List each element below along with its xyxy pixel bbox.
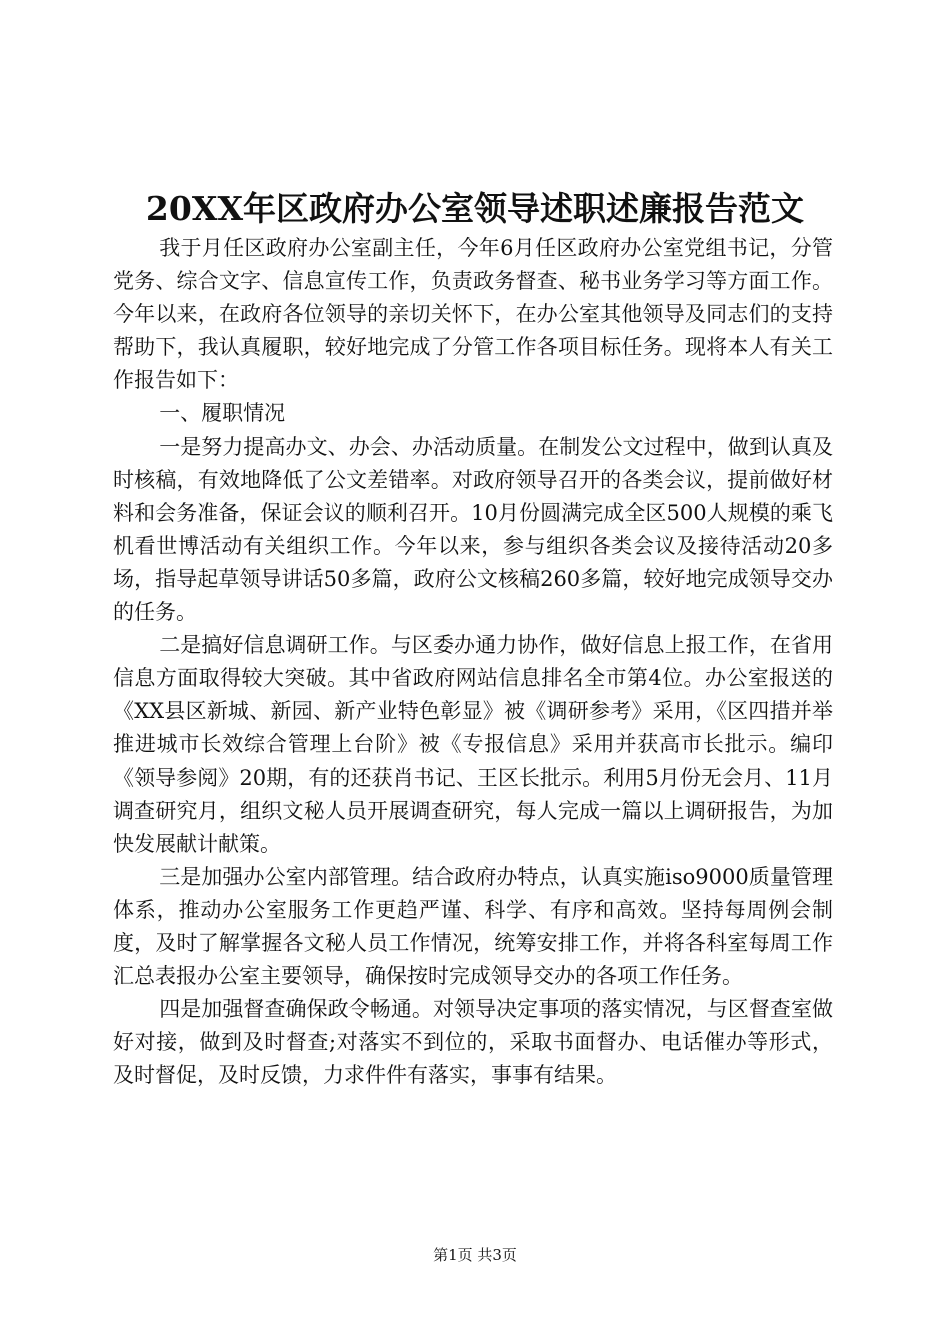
page-footer: 第1页 共3页: [433, 1246, 517, 1264]
document-body: [113, 232, 833, 1092]
paragraph-intro: 我于月任区政府办公室副主任，今年6月任区政府办公室党组书记，分管党务、综合文字、信息宣传工作，负责政务督查、秘书业务学习等方面工作。今年以来，在政府各位领导的亲切关怀下，在办公室其他领导及同志们的支持帮助下，我认真履职，较好地完成了分管工作各项目标任务。现将本人有关工作报告如下：: [113, 236, 833, 393]
paragraph-item-1: 一是努力提高办文、办会、办活动质量。在制发公文过程中，做到认真及时核稿，有效地降低了公文差错率。对政府领导召开的各类会议，提前做好材料和会务准备，保证会议的顺利召开。10月份圆满完成全区500人规模的乘飞机看世博活动有关组织工作。今年以来，参与组织各类会议及接待活动20多场，指导起草领导讲话50多篇，政府公文核稿260多篇，较好地完成领导交办的任务。: [113, 434, 833, 625]
paragraph-item-3: 三是加强办公室内部管理。结合政府办特点，认真实施iso9000质量管理体系，推动办公室服务工作更趋严谨、科学、有序和高效。坚持每周例会制度，及时了解掌握各文秘人员工作情况，统筹安排工作，并将各科室每周工作汇总表报办公室主要领导，确保按时完成领导交办的各项工作任务。: [113, 864, 833, 989]
document-title: 20XX年区政府办公室领导述职述廉报告范文: [145, 189, 805, 228]
paragraph-item-4: 四是加强督查确保政令畅通。对领导决定事项的落实情况，与区督查室做好对接，做到及时督查;对落实不到位的，采取书面督办、电话催办等形式，及时督促，及时反馈，力求件件有落实，事事有结果。: [113, 997, 833, 1088]
section-heading: 一、履职情况: [159, 401, 286, 426]
paragraph-item-2: 二是搞好信息调研工作。与区委办通力协作，做好信息上报工作，在省用信息方面取得较大突破。其中省政府网站信息排名全市第4位。办公室报送的《XX县区新城、新园、新产业特色彰显》被《调研参考》采用，《区四措并举推进城市长效综合管理上台阶》被《专报信息》采用并获高市长批示。编印《领导参阅》20期，有的还获肖书记、王区长批示。利用5月份无会月、11月调查研究月，组织文秘人员开展调查研究，每人完成一篇以上调研报告，为加快发展献计献策。: [113, 633, 833, 856]
